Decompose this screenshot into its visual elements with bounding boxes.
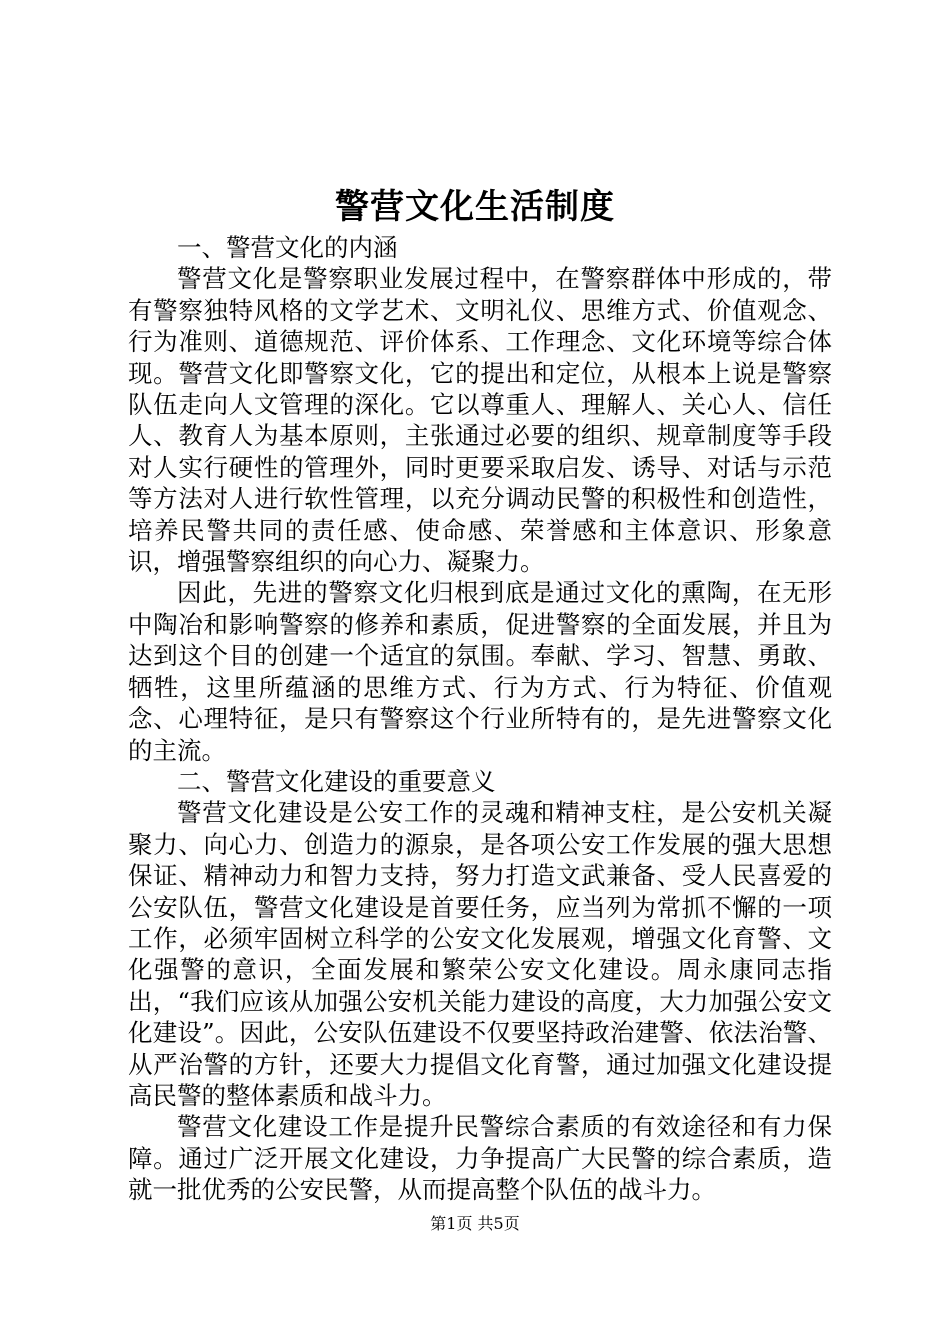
section-1-paragraph-2: 因此，先进的警察文化归根到底是通过文化的熏陶，在无形中陶冶和影响警察的修养和素质，促进警察的全面发展，并且为达到这个目的创建一个适宜的氛围。奉献、学习、智慧、勇敢、牺牲，这里所蕴涵的思维方式、行为方式、行为特征、价值观念、心理特征，是只有警察这个行业所特有的，是先进警察文化的主流。: [128, 578, 832, 765]
section-heading-2: 二、警营文化建设的重要意义: [177, 766, 496, 796]
section-2-paragraph-1: 警营文化建设是公安工作的灵魂和精神支柱，是公安机关凝聚力、向心力、创造力的源泉，是各项公安工作发展的强大思想保证、精神动力和智力支持，努力打造文武兼备、受人民喜爱的公安队伍，警营文化建设是首要任务，应当列为常抓不懈的一项工作，必须牢固树立科学的公安文化发展观，增强文化育警、文化强警的意识，全面发展和繁荣公安文化建设。周永康同志指出，“我们应该从加强公安机关能力建设的高度，大力加强公安文化建设”。因此，公安队伍建设不仅要坚持政治建警、依法治警、从严治警的方针，还要大力提倡文化育警，通过加强文化建设提高民警的整体素质和战斗力。: [128, 798, 832, 1110]
section-1-paragraph-1: 警营文化是警察职业发展过程中，在警察群体中形成的，带有警察独特风格的文学艺术、文明礼仪、思维方式、价值观念、行为准则、道德规范、评价体系、工作理念、文化环境等综合体现。警营文化即警察文化，它的提出和定位，从根本上说是警察队伍走向人文管理的深化。它以尊重人、理解人、关心人、信任人、教育人为基本原则，主张通过必要的组织、规章制度等手段对人实行硬性的管理外，同时更要采取启发、诱导、对话与示范等方法对人进行软性管理，以充分调动民警的积极性和创造性，培养民警共同的责任感、使命感、荣誉感和主体意识、形象意识，增强警察组织的向心力、凝聚力。: [128, 264, 832, 577]
document-body: [128, 232, 832, 1206]
section-2-paragraph-2: 警营文化建设工作是提升民警综合素质的有效途径和有力保障。通过广泛开展文化建设，力争提高广大民警的综合素质，造就一批优秀的公安民警，从而提高整个队伍的战斗力。: [128, 1112, 832, 1205]
document-title: 警营文化生活制度: [335, 187, 615, 227]
page-number-footer: 第1页 共5页: [430, 1214, 520, 1233]
section-heading-1: 一、警营文化的内涵: [177, 233, 398, 262]
